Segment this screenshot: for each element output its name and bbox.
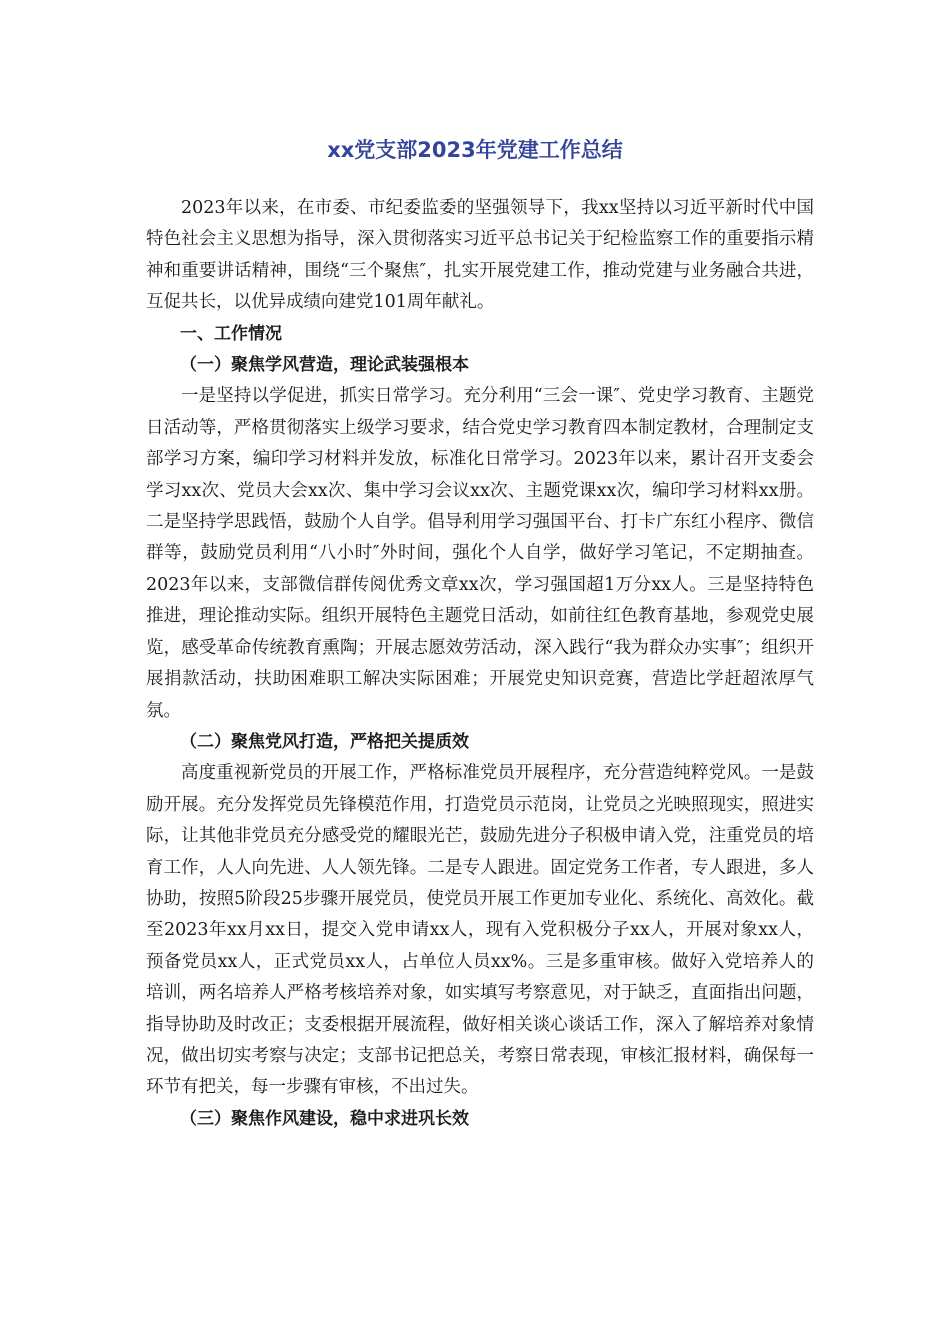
party-style-paragraph: 高度重视新党员的开展工作，严格标准党员开展程序，充分营造纯粹党风。一是鼓励开展。充分发挥党员先锋模范作用，打造党员示范岗，让党员之光映照现实，照进实际，让其他非党员充分感受党的耀眼光芒，鼓励先进分子积极申请入党，注重党员的培育工作，人人向先进、人人领先锋。二是专人跟进。固定党务工作者，专人跟进，多人协助，按照5阶段25步骤开展党员，使党员开展工作更加专业化、系统化、高效化。截至2023年xx月xx日，提交入党申请xx人，现有入党积极分子xx人，开展对象xx人，预备党员xx人，正式党员xx人，占单位人员xx%。三是多重审核。做好入党培养人的培训，两名培养人严格考核培养对象，如实填写考察意见，对于缺乏，直面指出问题，指导协助及时改正；支委根据开展流程，做好相关谈心谈话工作，深入了解培养对象情况，做出切实考察与决定；支部书记把总关，考察日常表现，审核汇报材料，确保每一环节有把关，每一步骤有审核，不出过失。 (146, 763, 814, 1098)
document-body (146, 193, 814, 1135)
section-heading-work-status: 一、工作情况 (180, 323, 282, 344)
subsection-heading-work-style: （三）聚焦作风建设，稳中求进巩长效 (180, 1108, 469, 1129)
intro-paragraph: 2023年以来，在市委、市纪委监委的坚强领导下，我xx坚持以习近平新时代中国特色社会主义思想为指导，深入贯彻落实习近平总书记关于纪检监察工作的重要指示精神和重要讲话精神，围绕“三个聚焦″，扎实开展党建工作，推动党建与业务融合共进，互促共长，以优异成绩向建党101周年献礼。 (146, 198, 814, 313)
study-style-paragraph: 一是坚持以学促进，抓实日常学习。充分利用“三会一课″、党史学习教育、主题党日活动等，严格贯彻落实上级学习要求，结合党史学习教育四本制定教材，合理制定支部学习方案，编印学习材料并发放，标准化日常学习。2023年以来，累计召开支委会学习xx次、党员大会xx次、集中学习会议xx次、主题党课xx次，编印学习材料xx册。二是坚持学思践悟，鼓励个人自学。倡导利用学习强国平台、打卡广东红小程序、微信群等，鼓励党员利用“八小时″外时间，强化个人自学，做好学习笔记，不定期抽查。2023年以来，支部微信群传阅优秀文章xx次，学习强国超1万分xx人。三是坚持特色推进，理论推动实际。组织开展特色主题党日活动，如前往红色教育基地，参观党史展览，感受革命传统教育熏陶；开展志愿效劳活动，深入践行“我为群众办实事″；组织开展捐款活动，扶助困难职工解决实际困难；开展党史知识竞赛，营造比学赶超浓厚气氛。 (146, 386, 814, 721)
subsection-heading-study-style: （一）聚焦学风营造，理论武装强根本 (180, 355, 469, 376)
document-title: xx党支部2023年党建工作总结 (327, 138, 623, 162)
subsection-heading-party-style: （二）聚焦党风打造，严格把关提质效 (180, 731, 469, 752)
